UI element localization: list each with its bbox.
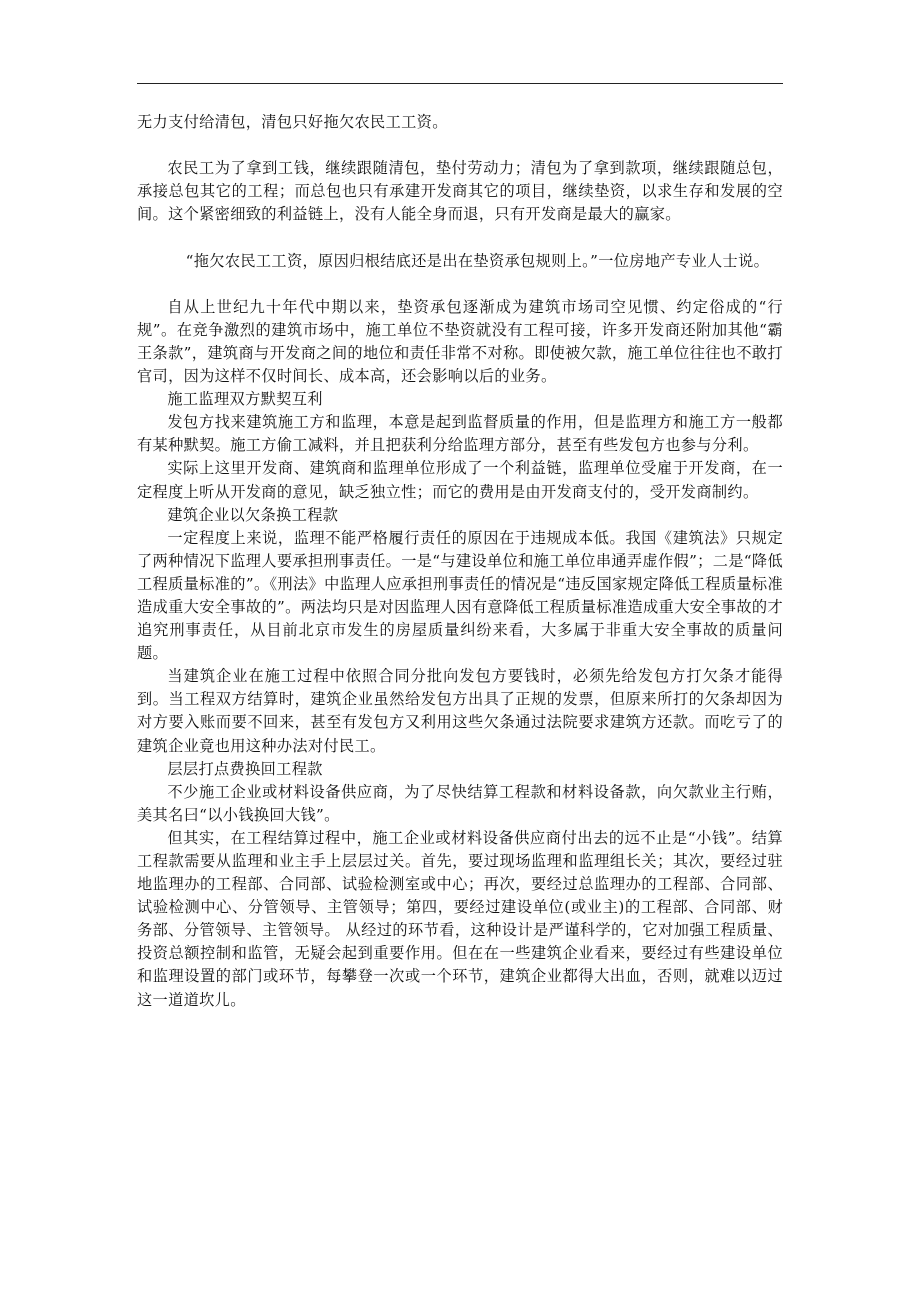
header-rule	[137, 83, 783, 84]
paragraph: 一定程度上来说，监理不能严格履行责任的原因在于违规成本低。我国《建筑法》只规定了两种情况下监理人要承担刑事责任。一是“与建设单位和施工单位串通弄虚作假”；二是“降低工程质量标准的”。《刑法》中监理人应承担刑事责任的情况是“违反国家规定降低工程质量标准造成重大安全事故的”。两法均只是对因监理人因有意降低工程质量标准造成重大安全事故的才追究刑事责任，从目前北京市发生的房屋质量纠纷来看，大多属于非重大安全事故的质量问题。	[137, 528, 783, 663]
paragraph-gap	[137, 134, 783, 157]
paragraph: 当建筑企业在施工过程中依照合同分批向发包方要钱时，必须先给发包方打欠条才能得到。当工程双方结算时，建筑企业虽然给发包方出具了正规的发票，但原来所打的欠条却因为对方要入账而要不回来，甚至有发包方又利用这些欠条通过法院要求建筑方还款。而吃亏了的建筑企业竟也用这种办法对付民工。	[137, 667, 783, 755]
section-heading: 建筑企业以欠条换工程款	[167, 505, 339, 524]
paragraph: 实际上这里开发商、建筑商和监理单位形成了一个利益链，监理单位受雇于开发商，在一定程度上听从开发商的意见，缺乏独立性；而它的费用是由开发商支付的，受开发商制约。	[137, 459, 783, 501]
document-body	[137, 111, 783, 1012]
paragraph: 自从上世纪九十年代中期以来，垫资承包逐渐成为建筑市场司空见惯、约定俗成的“行规”。在竞争激烈的建筑市场中，施工单位不垫资就没有工程可接，许多开发商还附加其他“霸王条款”，建筑商与开发商之间的地位和责任非常不对称。即使被欠款，施工单位往往也不敢打官司，因为这样不仅时间长、成本高，还会影响以后的业务。	[137, 297, 783, 386]
quote-paragraph: “拖欠农民工工资，原因归根结底还是出在垫资承包规则上。”一位房地产专业人士说。	[185, 251, 770, 270]
paragraph-gap	[137, 226, 783, 249]
paragraph: 发包方找来建筑施工方和监理，本意是起到监督质量的作用，但是监理方和施工方一般都有某种默契。施工方偷工减料，并且把获利分给监理方部分，甚至有些发包方也参与分利。	[137, 413, 783, 455]
paragraph: 无力支付给清包，清包只好拖欠农民工工资。	[137, 113, 448, 131]
paragraph: 不少施工企业或材料设备供应商，为了尽快结算工程款和材料设备款，向欠款业主行贿，美其名曰“以小钱换回大钱”。	[137, 782, 783, 824]
paragraph: 农民工为了拿到工钱，继续跟随清包，垫付劳动力；清包为了拿到款项，继续跟随总包，承接总包其它的工程；而总包也只有承建开发商其它的项目，继续垫资，以求生存和发展的空间。这个紧密细致的利益链上，没有人能全身而退，只有开发商是最大的赢家。	[137, 159, 783, 224]
paragraph: 但其实，在工程结算过程中，施工企业或材料设备供应商付出去的远不止是“小钱”。结算工程款需要从监理和业主手上层层过关。首先，要过现场监理和监理组长关；其次，要经过驻地监理办的工程部、合同部、试验检测室或中心；再次，要经过总监理办的工程部、合同部、试验检测中心、分管领导、主管领导；第四，要经过建设单位(或业主)的工程部、合同部、财务部、分管领导、主管领导。 从经过的环节看，这种设计是严谨科学的，它对加强工程质量、投资总额控制和监管，无疑会起到重要作用。但在在一些建筑企业看来，要经过有些建设单位和监理设置的部门或环节，每攀登一次或一个环节，建筑企业都得大出血，否则，就难以迈过这一道道坎儿。	[137, 828, 783, 1009]
section-heading: 层层打点费换回工程款	[167, 759, 323, 778]
paragraph-gap	[137, 273, 783, 296]
section-heading: 施工监理双方默契互利	[167, 390, 323, 409]
